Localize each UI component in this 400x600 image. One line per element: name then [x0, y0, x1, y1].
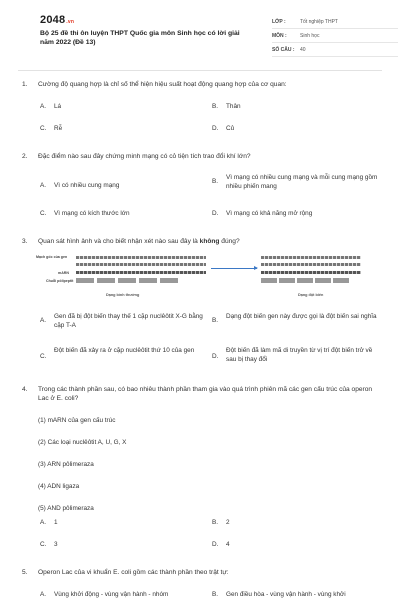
meta-row-subject: MÔN : Sinh học [272, 29, 398, 43]
mrna-strand [76, 271, 206, 274]
option-2d[interactable]: D. Vì mạng có khả năng mở rộng [212, 210, 313, 217]
option-4b[interactable]: B. 2 [212, 519, 230, 526]
list-item: (2) Các loại nuclêôtit A, U, G, X [38, 439, 127, 446]
gene-template-strand [76, 256, 206, 259]
option-2a[interactable]: A. Vì có nhiều cung mạng [40, 182, 120, 189]
question-number: 1. [22, 81, 28, 88]
question-text: Cường độ quang hợp là chỉ số thể hiện hiệu suất hoạt động quang hợp của cơ quan: [38, 81, 287, 88]
question-4: 4. Trong các thành phần sau, có bao nhiêu thành phần tham gia vào quá trình phiên mã các gen cấu trúc của operon Lac ở E. coli? [22, 386, 373, 402]
meta-row-class: LỚP : Tốt nghiệp THPT [272, 15, 398, 29]
gene-coding-strand [76, 263, 206, 266]
list-item: (1) mARN của gen cấu trúc [38, 417, 116, 424]
site-logo[interactable]: 2048.vn [40, 14, 75, 26]
option-1c[interactable]: C. Rễ [40, 125, 63, 132]
document-header [18, 0, 382, 66]
option-1b[interactable]: B. Thân [212, 103, 241, 110]
meta-row-count: SỐ CÂU : 40 [272, 43, 398, 57]
question-5: 5. Operon Lac của vi khuẩn E. coli gồm các thành phần theo trật tự: [22, 569, 229, 576]
option-5a[interactable]: A. Vùng khởi động - vùng vận hành - nhóm [40, 591, 169, 598]
mutation-figure: Mạch gốc của gen mARN Chuỗi pôlipeptit Dạng bình thường Dạng đột biến [36, 255, 366, 301]
option-2c[interactable]: C. Vì mạng có kích thước lớn [40, 210, 130, 217]
option-4a[interactable]: A. 1 [40, 519, 58, 526]
option-4c[interactable]: C. 3 [40, 541, 58, 548]
option-4d[interactable]: D. 4 [212, 541, 230, 548]
list-item: (3) ARN pôlimeraza [38, 461, 94, 468]
option-1d[interactable]: D. Củ [212, 125, 235, 132]
question-4-items [22, 416, 380, 526]
list-item: (5) AND pôlimeraza [38, 505, 94, 512]
question-2: 2. Đặc điểm nào sau đây chứng minh mạng có cỏ tiện tích trao đổi khí lớn? [22, 153, 251, 160]
document-title: Bộ 25 đề thi ôn luyện THPT Quốc gia môn Sinh học có lời giải năm 2022 (Đề 13) [40, 30, 240, 46]
arrow-icon [211, 268, 257, 269]
option-5b[interactable]: B. Gen điều hòa - vùng vận hành - vùng khởi [212, 591, 346, 598]
question-3: 3. Quan sát hình ảnh và cho biết nhận xét nào sau đây là không đúng? [22, 238, 240, 245]
option-3b[interactable]: B. Dạng đột biến gen này được gọi là đột biến sai nghĩa [212, 313, 377, 324]
question-1 [22, 80, 380, 89]
option-3a[interactable]: A. Gen đã bị đột biến thay thế 1 cặp nuclêôtit X-G bằng cặp T-A [40, 313, 203, 329]
list-item: (4) ADN ligaza [38, 483, 80, 490]
document-meta [272, 15, 398, 57]
option-3c[interactable]: C. Đột biến đã xảy ra ở cặp nuclêôtit thứ 10 của gen [40, 347, 195, 360]
option-1a[interactable]: A. Lá [40, 103, 62, 110]
option-2b[interactable]: B. Vì mạng có nhiều cung mạng và mỗi cung mạng gồm nhiều phiến mang [212, 174, 378, 190]
option-3d[interactable]: D. Đột biến đã làm mã di truyền từ vị trí đột biến trở về sau bị thay đổi [212, 347, 373, 363]
header-divider [18, 70, 382, 71]
